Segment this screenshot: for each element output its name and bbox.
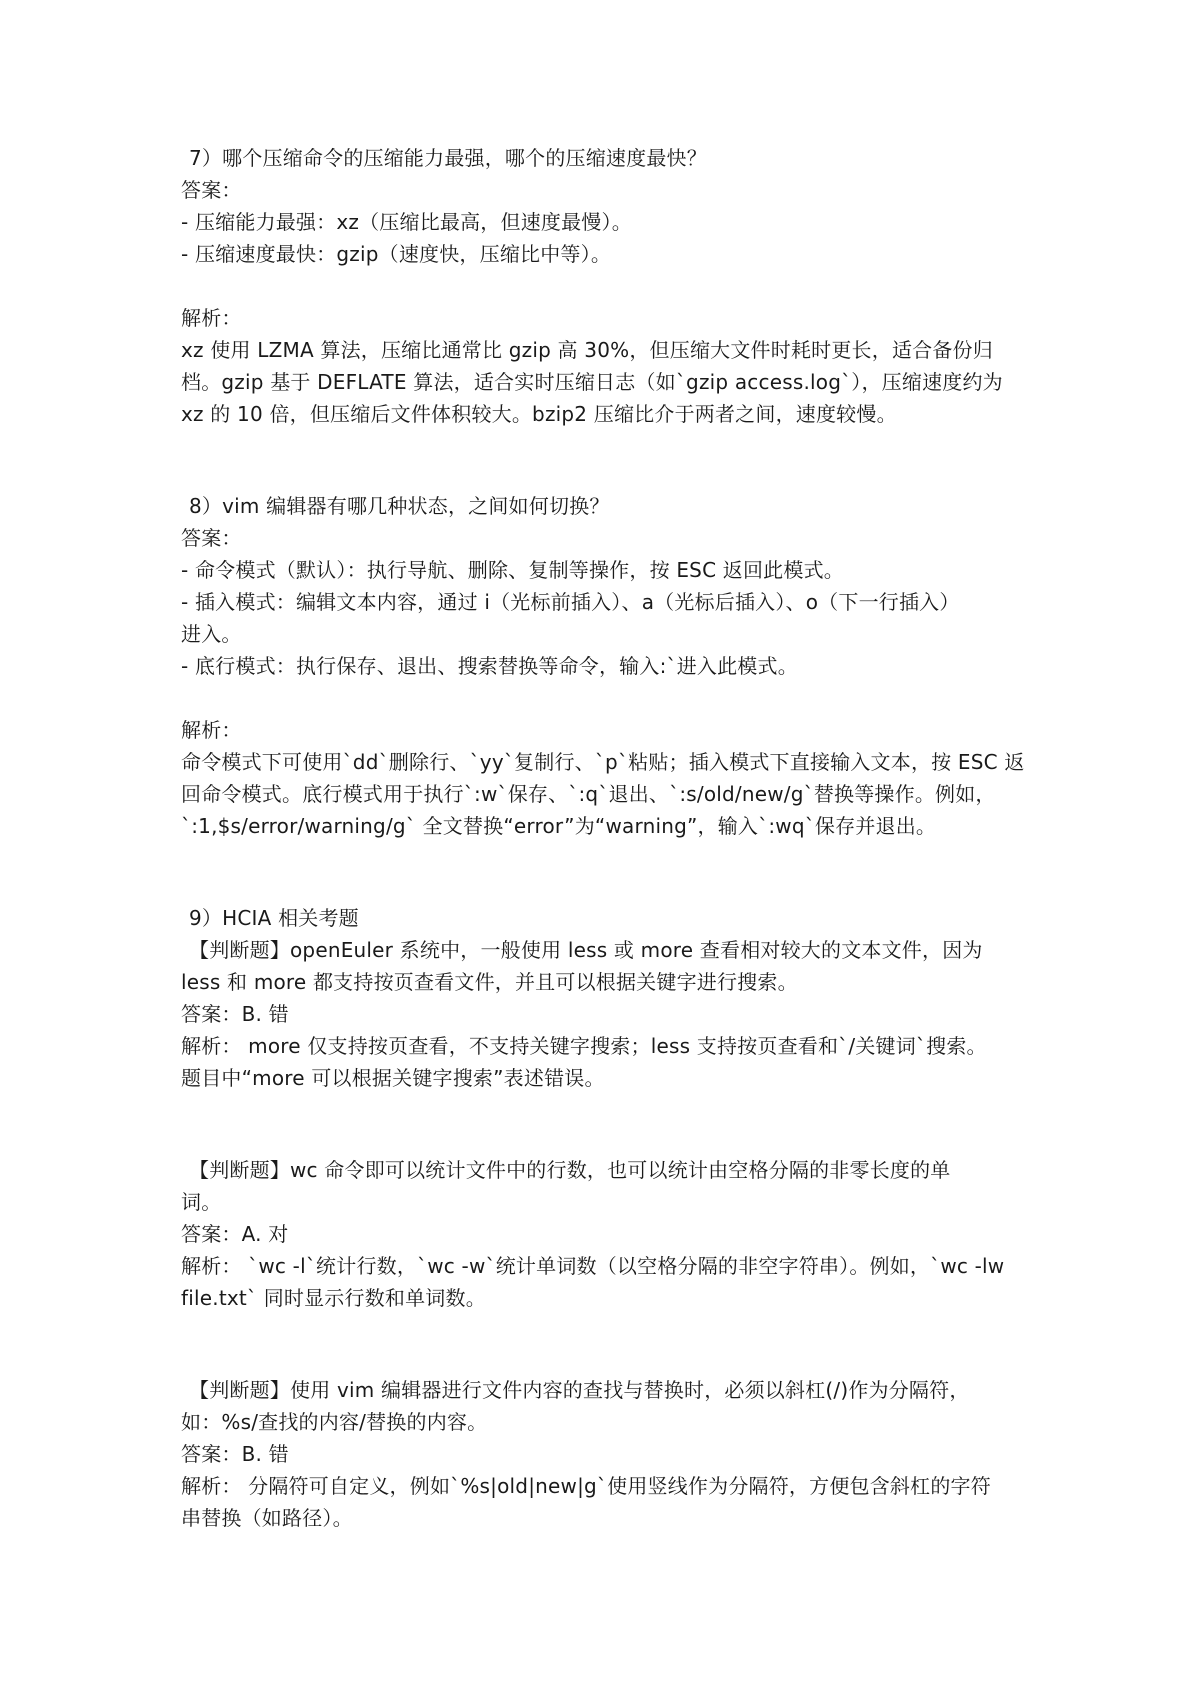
judgment-analysis: 题目中“more 可以根据关键字搜索”表述错误。 (181, 1066, 605, 1090)
q8-answer-line: - 插入模式：编辑文本内容，通过 i（光标前插入）、a（光标后插入）、o（下一行插入） (181, 590, 960, 614)
q8-answer-line: 进入。 (181, 622, 242, 646)
judgment-question-stem: 【判断题】openEuler 系统中，一般使用 less 或 more 查看相对较大的文本文件，因为 (189, 938, 983, 962)
judgment-analysis: 解析： 分隔符可自定义，例如`%s|old|new|g`使用竖线作为分隔符，方便包含斜杠的字符 (181, 1474, 991, 1498)
q8-analysis-line: 命令模式下可使用`dd`删除行、`yy`复制行、`p`粘贴；插入模式下直接输入文本，按 ESC 返 (181, 750, 1025, 774)
q7-answer-line: - 压缩速度最快：gzip（速度快，压缩比中等）。 (181, 242, 612, 266)
judgment-question-stem: 词。 (181, 1190, 222, 1214)
q8-analysis-line: 回命令模式。底行模式用于执行`:w`保存、`:q`退出、`:s/old/new/g`替换等操作。例如， (181, 782, 996, 806)
q7-answer-label: 答案： (181, 178, 242, 202)
question-8-title: 8）vim 编辑器有哪几种状态，之间如何切换？ (189, 494, 610, 518)
judgment-analysis: 解析： more 仅支持按页查看，不支持关键字搜索；less 支持按页查看和`/关键词`搜索。 (181, 1034, 987, 1058)
q7-answer-line: - 压缩能力最强：xz（压缩比最高，但速度最慢）。 (181, 210, 632, 234)
judgment-question-stem: less 和 more 都支持按页查看文件，并且可以根据关键字进行搜索。 (181, 970, 798, 994)
judgment-question-stem: 【判断题】wc 命令即可以统计文件中的行数，也可以统计由空格分隔的非零长度的单 (189, 1158, 951, 1182)
question-9-title: 9）HCIA 相关考题 (189, 906, 359, 930)
q8-analysis-line: `:1,$s/error/warning/g` 全文替换“error”为“warning”，输入`:wq`保存并退出。 (181, 814, 937, 838)
q8-analysis-label: 解析： (181, 718, 242, 742)
judgment-answer: 答案：B. 错 (181, 1002, 289, 1026)
judgment-question-stem: 如：%s/查找的内容/替换的内容。 (181, 1410, 488, 1434)
q7-analysis-label: 解析： (181, 306, 242, 330)
q7-analysis-line: xz 的 10 倍，但压缩后文件体积较大。bzip2 压缩比介于两者之间，速度较慢。 (181, 402, 897, 426)
judgment-answer: 答案：B. 错 (181, 1442, 289, 1466)
judgment-analysis: file.txt` 同时显示行数和单词数。 (181, 1286, 486, 1310)
judgment-answer: 答案：A. 对 (181, 1222, 289, 1246)
q7-analysis-line: 档。gzip 基于 DEFLATE 算法，适合实时压缩日志（如`gzip access.log`），压缩速度约为 (181, 370, 1003, 394)
q8-answer-label: 答案： (181, 526, 242, 550)
q8-answer-line: - 命令模式（默认）：执行导航、删除、复制等操作，按 ESC 返回此模式。 (181, 558, 844, 582)
judgment-analysis: 解析： `wc -l`统计行数，`wc -w`统计单词数（以空格分隔的非空字符串）。例如，`wc -lw (181, 1254, 1005, 1278)
judgment-analysis: 串替换（如路径）。 (181, 1506, 353, 1530)
q7-analysis-line: xz 使用 LZMA 算法，压缩比通常比 gzip 高 30%，但压缩大文件时耗时更长，适合备份归 (181, 338, 993, 362)
question-7-title: 7）哪个压缩命令的压缩能力最强，哪个的压缩速度最快？ (189, 146, 707, 170)
q8-answer-line: - 底行模式：执行保存、退出、搜索替换等命令，输入:`进入此模式。 (181, 654, 798, 678)
judgment-question-stem: 【判断题】使用 vim 编辑器进行文件内容的查找与替换时，必须以斜杠(/)作为分隔符， (189, 1378, 970, 1402)
